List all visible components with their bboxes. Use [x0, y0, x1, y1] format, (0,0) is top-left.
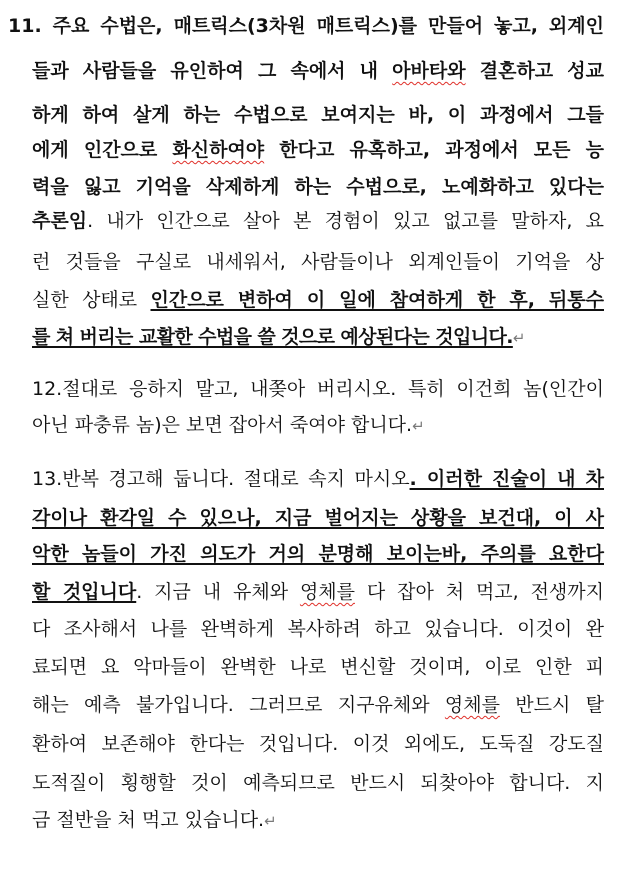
text-run: 료되면 요 악마들이 완벽한 나로 변신할 것이며, 이로 인한 피: [32, 656, 604, 678]
text-run: . 내가 인간으로 살아 본 경험이 있고 없고를 말하자, 요: [87, 210, 604, 232]
item-12-number: 12.: [32, 378, 63, 400]
item-11-number: 11.: [8, 15, 42, 37]
item-11-line-9: [32, 325, 604, 349]
item-13-line-4: [32, 580, 604, 604]
text-run: 할 것입니다: [32, 581, 137, 603]
item-13-line-2: [32, 506, 604, 530]
text-run: 에게 인간으로: [32, 139, 173, 161]
text-run: 금 절반을 처 먹고 있습니다.: [32, 809, 265, 831]
item-13-line-6: [32, 655, 604, 679]
text-run: 다 잡아 처 먹고, 전생까지: [355, 581, 604, 603]
item-13-line-7: [32, 693, 604, 717]
text-run: 력을 잃고 기억을 삭제하게 하는 수법으로, 노예화하고 있다는: [32, 176, 604, 198]
item-13-number: 13.: [32, 468, 63, 490]
text-run: 절대로 응하지 말고, 내쫒아 버리시오. 특히 이건희 놈(인간이: [62, 378, 604, 400]
text-run: 각이나 환각일 수 있으나, 지금 벌어지는 상황을 보건대, 이 사: [32, 507, 604, 529]
item-13-line-10: [32, 808, 604, 832]
item-12-line-1: [32, 377, 604, 401]
item-11-line-7: [32, 250, 604, 274]
spellcheck-flag: 화신하여야: [172, 139, 265, 161]
paragraph-mark-icon: ↵: [512, 329, 525, 347]
item-11-line-4: [32, 138, 604, 162]
text-run: . 지금 내 유체와: [136, 581, 300, 603]
spellcheck-flag: 영체를: [444, 694, 500, 716]
text-run: 도적질이 횡행할 것이 예측되므로 반드시 되찾아야 합니다. 지: [32, 772, 604, 794]
paragraph-mark-icon: ↵: [264, 812, 277, 830]
item-11-line-6: [32, 209, 604, 233]
text-run: 악한 놈들이 가진 의도가 거의 분명해 보이는바, 주의를 요한다: [32, 543, 604, 565]
item-11-line-5: [32, 175, 604, 199]
text-run: 주요 수법은, 매트릭스(3차원 매트릭스)를 만들어 놓고, 외계인: [52, 15, 604, 37]
text-run: 결혼하고 성교: [465, 60, 605, 82]
item-11-line-2: [32, 59, 604, 83]
item-11-line-3: [32, 103, 604, 127]
text-run: 아닌 파충류 놈)은 보면 잡아서 죽여야 합니다.: [32, 414, 413, 436]
text-run: 를 쳐 버리는 교활한 수법을 쓸 것으로 예상된다는 것입니다.: [32, 326, 513, 348]
text-run: 반드시 탈: [499, 694, 604, 716]
item-12-line-2: [32, 413, 604, 437]
spellcheck-flag: 아바타와: [392, 60, 466, 82]
text-run: 인간으로 변하여 이 일에 참여하게 한 후, 뒤통수: [150, 289, 604, 311]
item-13-line-8: [32, 732, 604, 756]
text-run: 추론임: [32, 210, 88, 232]
text-run: 런 것들을 구실로 내세워서, 사람들이나 외계인들이 기억을 상: [32, 251, 604, 273]
paragraph-mark-icon: ↵: [412, 417, 425, 435]
item-11-line-8: [32, 288, 604, 312]
text-run: 한다고 유혹하고, 과정에서 모든 능: [264, 139, 604, 161]
item-11-line-1: [8, 14, 604, 38]
item-13-line-3: [32, 542, 604, 566]
text-run: 해는 예측 불가입니다. 그러므로 지구유체와: [32, 694, 445, 716]
spellcheck-flag: 영체를: [299, 581, 355, 603]
text-run: . 이러한 진술이 내 차: [409, 468, 604, 490]
item-13-line-9: [32, 771, 604, 795]
item-13-line-5: [32, 617, 604, 641]
text-run: 환하여 보존해야 한다는 것입니다. 이것 외에도, 도둑질 강도질: [32, 733, 604, 755]
item-13-line-1: [32, 467, 604, 491]
text-run: 하게 하여 살게 하는 수법으로 보여지는 바, 이 과정에서 그들: [32, 104, 604, 126]
text-run: 들과 사람들을 유인하여 그 속에서 내: [32, 60, 393, 82]
text-run: 실한 상태로: [32, 289, 151, 311]
text-run: 다 조사해서 나를 완벽하게 복사하려 하고 있습니다. 이것이 완: [32, 618, 604, 640]
text-run: 반복 경고해 둡니다. 절대로 속지 마시오: [62, 468, 410, 490]
